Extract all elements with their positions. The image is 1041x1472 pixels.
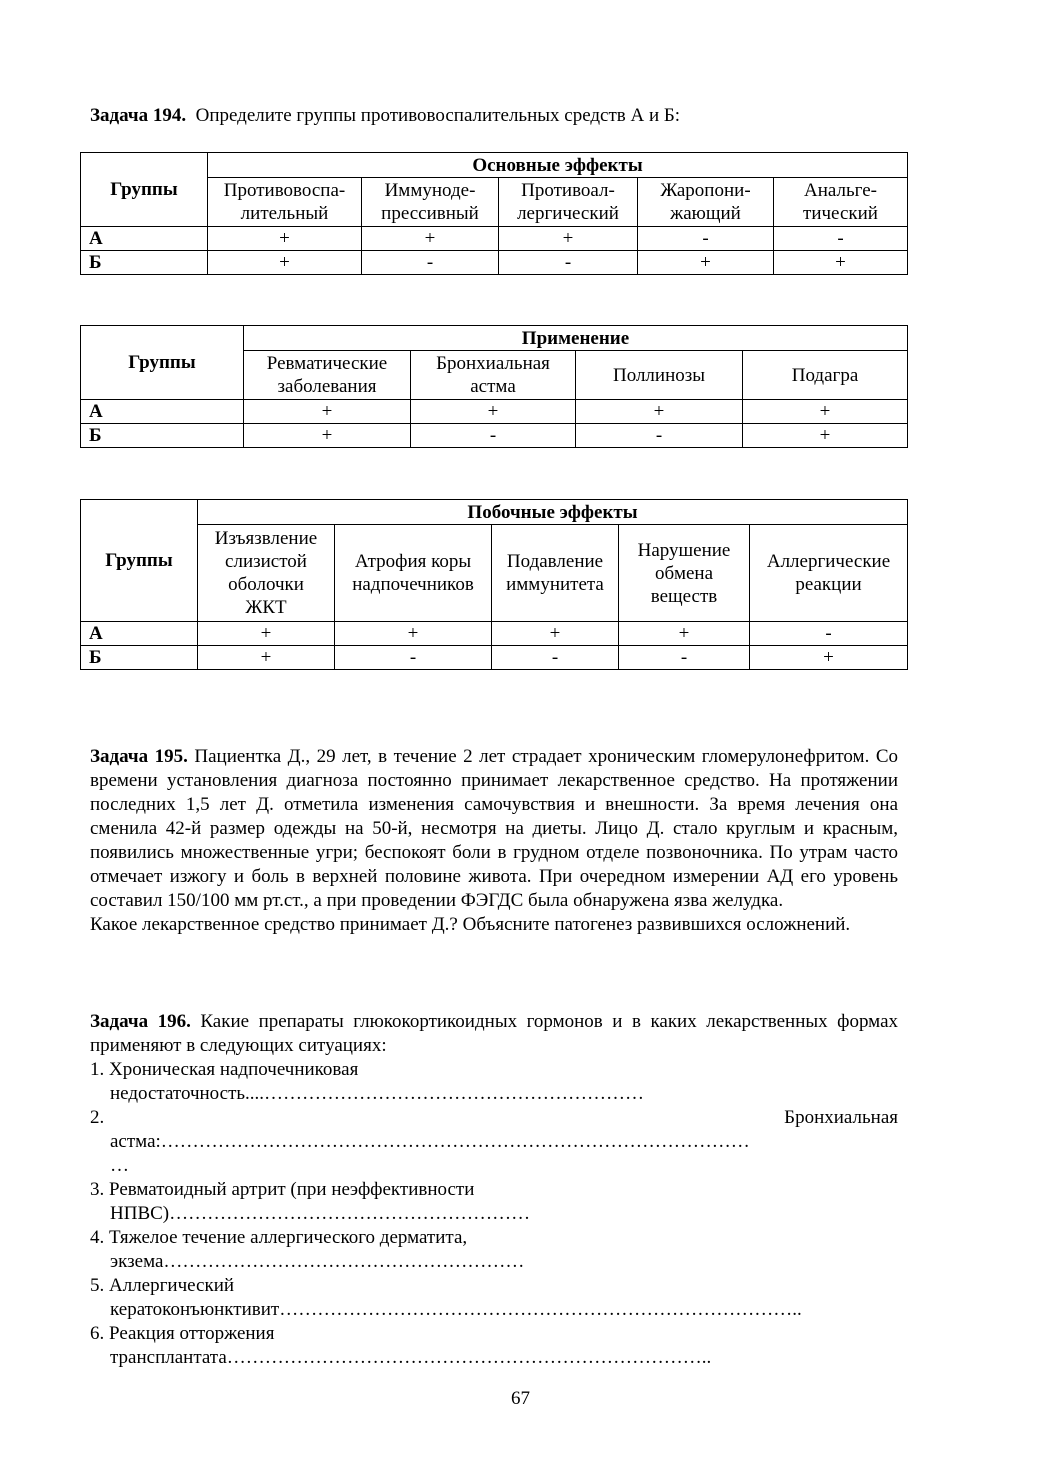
- task-195-text: Пациентка Д., 29 лет, в течение 2 лет страдает хроническим гломерулонефритом. Со времени установления диагноза постоянно принимает лекарственное средство. На протяжении последних 1,5 лет Д. отметила изменения самочувствия и внешности. За время лечения она сменила 42-й размер одежды на 50-й, несмотря на диеты. Лицо Д. стало круглым и красным, появились множественные угри; беспокоят боли в грудном отделе позвоночника. По утрам часто отмечает изжогу и боль в верхней половине живота. При очередном измерении АД его уровень составил 150/100 мм рт.ст., а при проведении ФЭГДС была обнаружена язва желудка.: [90, 746, 899, 911]
- column-header: Нарушение обмена веществ: [619, 525, 750, 622]
- groups-header: Группы: [81, 326, 244, 400]
- table-cell: +: [638, 251, 774, 275]
- task-194-text: Определите группы противовоспалительных средств А и Б:: [195, 105, 681, 126]
- table-cell: +: [198, 622, 335, 646]
- table-cell: -: [499, 251, 638, 275]
- task-196: [90, 1010, 898, 1058]
- table-cell: -: [335, 646, 492, 670]
- table-row: [81, 646, 908, 670]
- column-header: Противоал- лергический: [499, 178, 638, 227]
- table-cell: -: [619, 646, 750, 670]
- row-label: А: [81, 622, 198, 646]
- task-195-label: Задача 195.: [90, 746, 188, 767]
- column-header: Аллергические реакции: [750, 525, 908, 622]
- table-cell: +: [576, 400, 743, 424]
- main-effects-table: [80, 152, 908, 275]
- table-row: [81, 251, 908, 275]
- row-label: А: [81, 227, 208, 251]
- column-header: Бронхиальная астма: [411, 351, 576, 400]
- list-item: 2. Бронхиальная астма:………………………………………………………………………………… …: [90, 1107, 898, 1176]
- table-cell: +: [750, 646, 908, 670]
- column-header: Изъязвление слизистой оболочки ЖКТ: [198, 525, 335, 622]
- groups-header: Группы: [81, 153, 208, 227]
- table-cell: +: [362, 227, 499, 251]
- table-cell: +: [244, 400, 411, 424]
- column-header: Подагра: [743, 351, 908, 400]
- application-table: [80, 325, 908, 448]
- table-cell: +: [774, 251, 908, 275]
- table-cell: +: [492, 622, 619, 646]
- table-cell: -: [492, 646, 619, 670]
- column-header: Поллинозы: [576, 351, 743, 400]
- table-cell: +: [619, 622, 750, 646]
- table-cell: +: [208, 251, 362, 275]
- table-row: [81, 227, 908, 251]
- task-196-text: Какие препараты глюкокортикоидных гормонов и в каких лекарственных формах применяют в следующих ситуациях:: [90, 1011, 898, 1056]
- table-row: [81, 424, 908, 448]
- table-cell: -: [362, 251, 499, 275]
- column-header: Ревматические заболевания: [244, 351, 411, 400]
- list-item: 3. Ревматоидный артрит (при неэффективности НПВС)…………………………………………………: [90, 1179, 531, 1224]
- table-cell: -: [774, 227, 908, 251]
- page-number: 67: [511, 1388, 530, 1409]
- table-cell: +: [499, 227, 638, 251]
- groups-header: Группы: [81, 500, 198, 622]
- table-cell: +: [244, 424, 411, 448]
- table-cell: -: [638, 227, 774, 251]
- table-cell: +: [743, 424, 908, 448]
- list-item: 1. Хроническая надпочечниковая недостаточность....……………………………………………………: [90, 1059, 645, 1104]
- section-header: Основные эффекты: [208, 153, 908, 178]
- column-header: Подавление иммунитета: [492, 525, 619, 622]
- row-label: Б: [81, 646, 198, 670]
- row-label: Б: [81, 424, 244, 448]
- table-cell: -: [411, 424, 576, 448]
- side-effects-table: [80, 499, 908, 670]
- section-header: Побочные эффекты: [198, 500, 908, 525]
- task-195: [90, 745, 898, 937]
- list-item: 4. Тяжелое течение аллергического дерматита, экзема…………………………………………………: [90, 1227, 525, 1272]
- table-cell: -: [576, 424, 743, 448]
- task-195-question: Какое лекарственное средство принимает Д.? Объясните патогенез развившихся осложнений.: [90, 914, 851, 935]
- table-row: [81, 400, 908, 424]
- table-cell: -: [750, 622, 908, 646]
- row-label: Б: [81, 251, 208, 275]
- task-196-label: Задача 196.: [90, 1011, 191, 1032]
- table-cell: +: [335, 622, 492, 646]
- section-header: Применение: [244, 326, 908, 351]
- task-195-body: [90, 745, 898, 913]
- table-cell: +: [208, 227, 362, 251]
- column-header: Иммуноде- прессивный: [362, 178, 499, 227]
- table-cell: +: [198, 646, 335, 670]
- table-cell: +: [743, 400, 908, 424]
- table-cell: +: [411, 400, 576, 424]
- table-row: [81, 622, 908, 646]
- row-label: А: [81, 400, 244, 424]
- list-item: 5. Аллергический кератоконъюнктивит………………………………………………………………………..: [90, 1275, 802, 1320]
- task-194-label: Задача 194.: [90, 105, 187, 126]
- column-header: Противовоспа- лительный: [208, 178, 362, 227]
- column-header: Атрофия коры надпочечников: [335, 525, 492, 622]
- column-header: Анальге- тический: [774, 178, 908, 227]
- task-194-heading: [90, 104, 680, 128]
- list-item: 6. Реакция отторжения трансплантата…………………………………………………………………..: [90, 1323, 712, 1368]
- column-header: Жаропони- жающий: [638, 178, 774, 227]
- task-196-list: [90, 1058, 898, 1370]
